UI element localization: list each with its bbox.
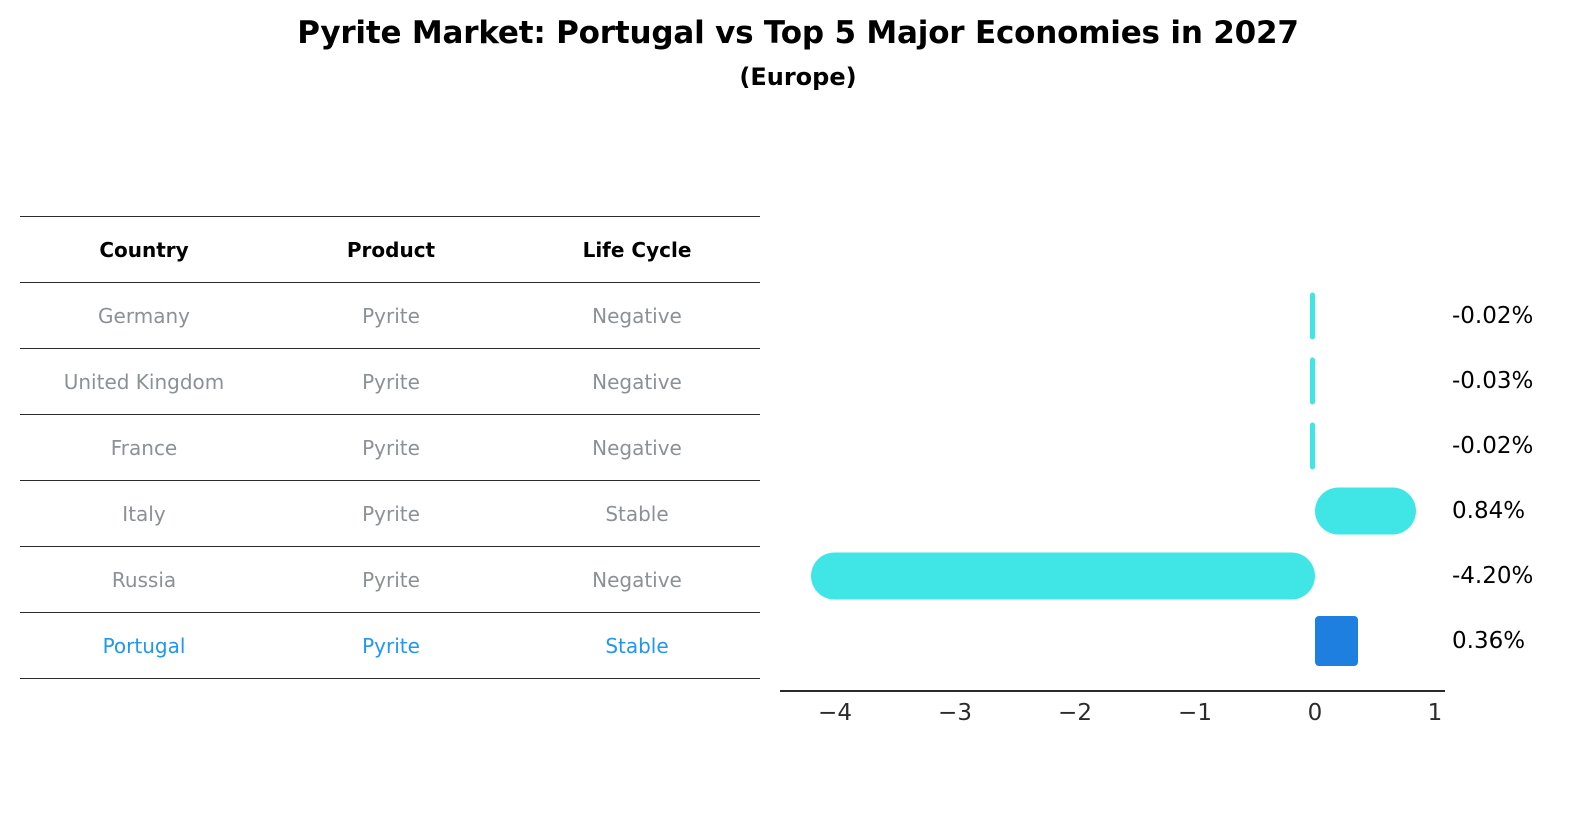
cell-life-cycle: Stable (514, 613, 760, 679)
cell-country: United Kingdom (20, 349, 268, 415)
table-row-highlight (20, 613, 760, 679)
bar-value-germany: -0.02% (1452, 302, 1534, 329)
column-header-country: Country (20, 217, 268, 283)
x-tick-label: 1 (1427, 700, 1443, 726)
page-title: Pyrite Market: Portugal vs Top 5 Major Economies in 2027 (297, 15, 1299, 51)
table-row (20, 415, 760, 481)
cell-product: Pyrite (268, 349, 514, 415)
cell-country: France (20, 415, 268, 481)
bar-france (1310, 422, 1315, 469)
cell-country: Germany (20, 283, 268, 349)
bar-row-united-kingdom (780, 348, 1534, 413)
cell-life-cycle: Negative (514, 283, 760, 349)
table-row (20, 283, 760, 349)
cell-life-cycle: Negative (514, 547, 760, 613)
bar-value-france: -0.02% (1452, 432, 1534, 459)
cell-country: Russia (20, 547, 268, 613)
x-tick-label: −3 (938, 700, 972, 726)
cell-product: Pyrite (268, 481, 514, 547)
country-table (20, 216, 760, 679)
bar-value-united-kingdom: -0.03% (1452, 367, 1534, 394)
table-row (20, 547, 760, 613)
table-row (20, 349, 760, 415)
cell-country: Portugal (20, 613, 268, 679)
cell-product: Pyrite (268, 283, 514, 349)
chart-subtitle: (Europe) (739, 62, 857, 91)
bar-portugal (1315, 616, 1358, 666)
column-header-product: Product (268, 217, 514, 283)
x-tick-label: 0 (1307, 700, 1323, 726)
data-table (20, 216, 760, 679)
plot-area (780, 216, 1534, 726)
table-row (20, 481, 760, 547)
bar-row-portugal (780, 608, 1526, 673)
bar-russia (811, 552, 1315, 599)
bar-row-russia (780, 543, 1534, 608)
cell-product: Pyrite (268, 613, 514, 679)
bar-row-france (780, 413, 1534, 478)
cell-life-cycle: Negative (514, 415, 760, 481)
bar-germany (1310, 292, 1315, 339)
bar-value-russia: -4.20% (1452, 562, 1534, 589)
x-tick-label: −4 (818, 700, 852, 726)
cell-product: Pyrite (268, 415, 514, 481)
bar-row-italy (780, 478, 1526, 543)
bar-value-italy: 0.84% (1452, 497, 1526, 524)
cell-country: Italy (20, 481, 268, 547)
bar-italy (1315, 487, 1416, 534)
cell-product: Pyrite (268, 547, 514, 613)
cell-life-cycle: Stable (514, 481, 760, 547)
title-block (0, 0, 1596, 91)
bar-united-kingdom (1310, 357, 1315, 404)
bar-chart (780, 216, 1580, 736)
column-header-life-cycle: Life Cycle (514, 217, 760, 283)
cell-life-cycle: Negative (514, 349, 760, 415)
x-tick-label: −2 (1058, 700, 1092, 726)
table-header-row (20, 217, 760, 283)
bar-row-germany (780, 283, 1534, 348)
x-tick-label: −1 (1178, 700, 1212, 726)
bar-value-portugal: 0.36% (1452, 627, 1526, 654)
x-axis-line (780, 690, 1445, 692)
